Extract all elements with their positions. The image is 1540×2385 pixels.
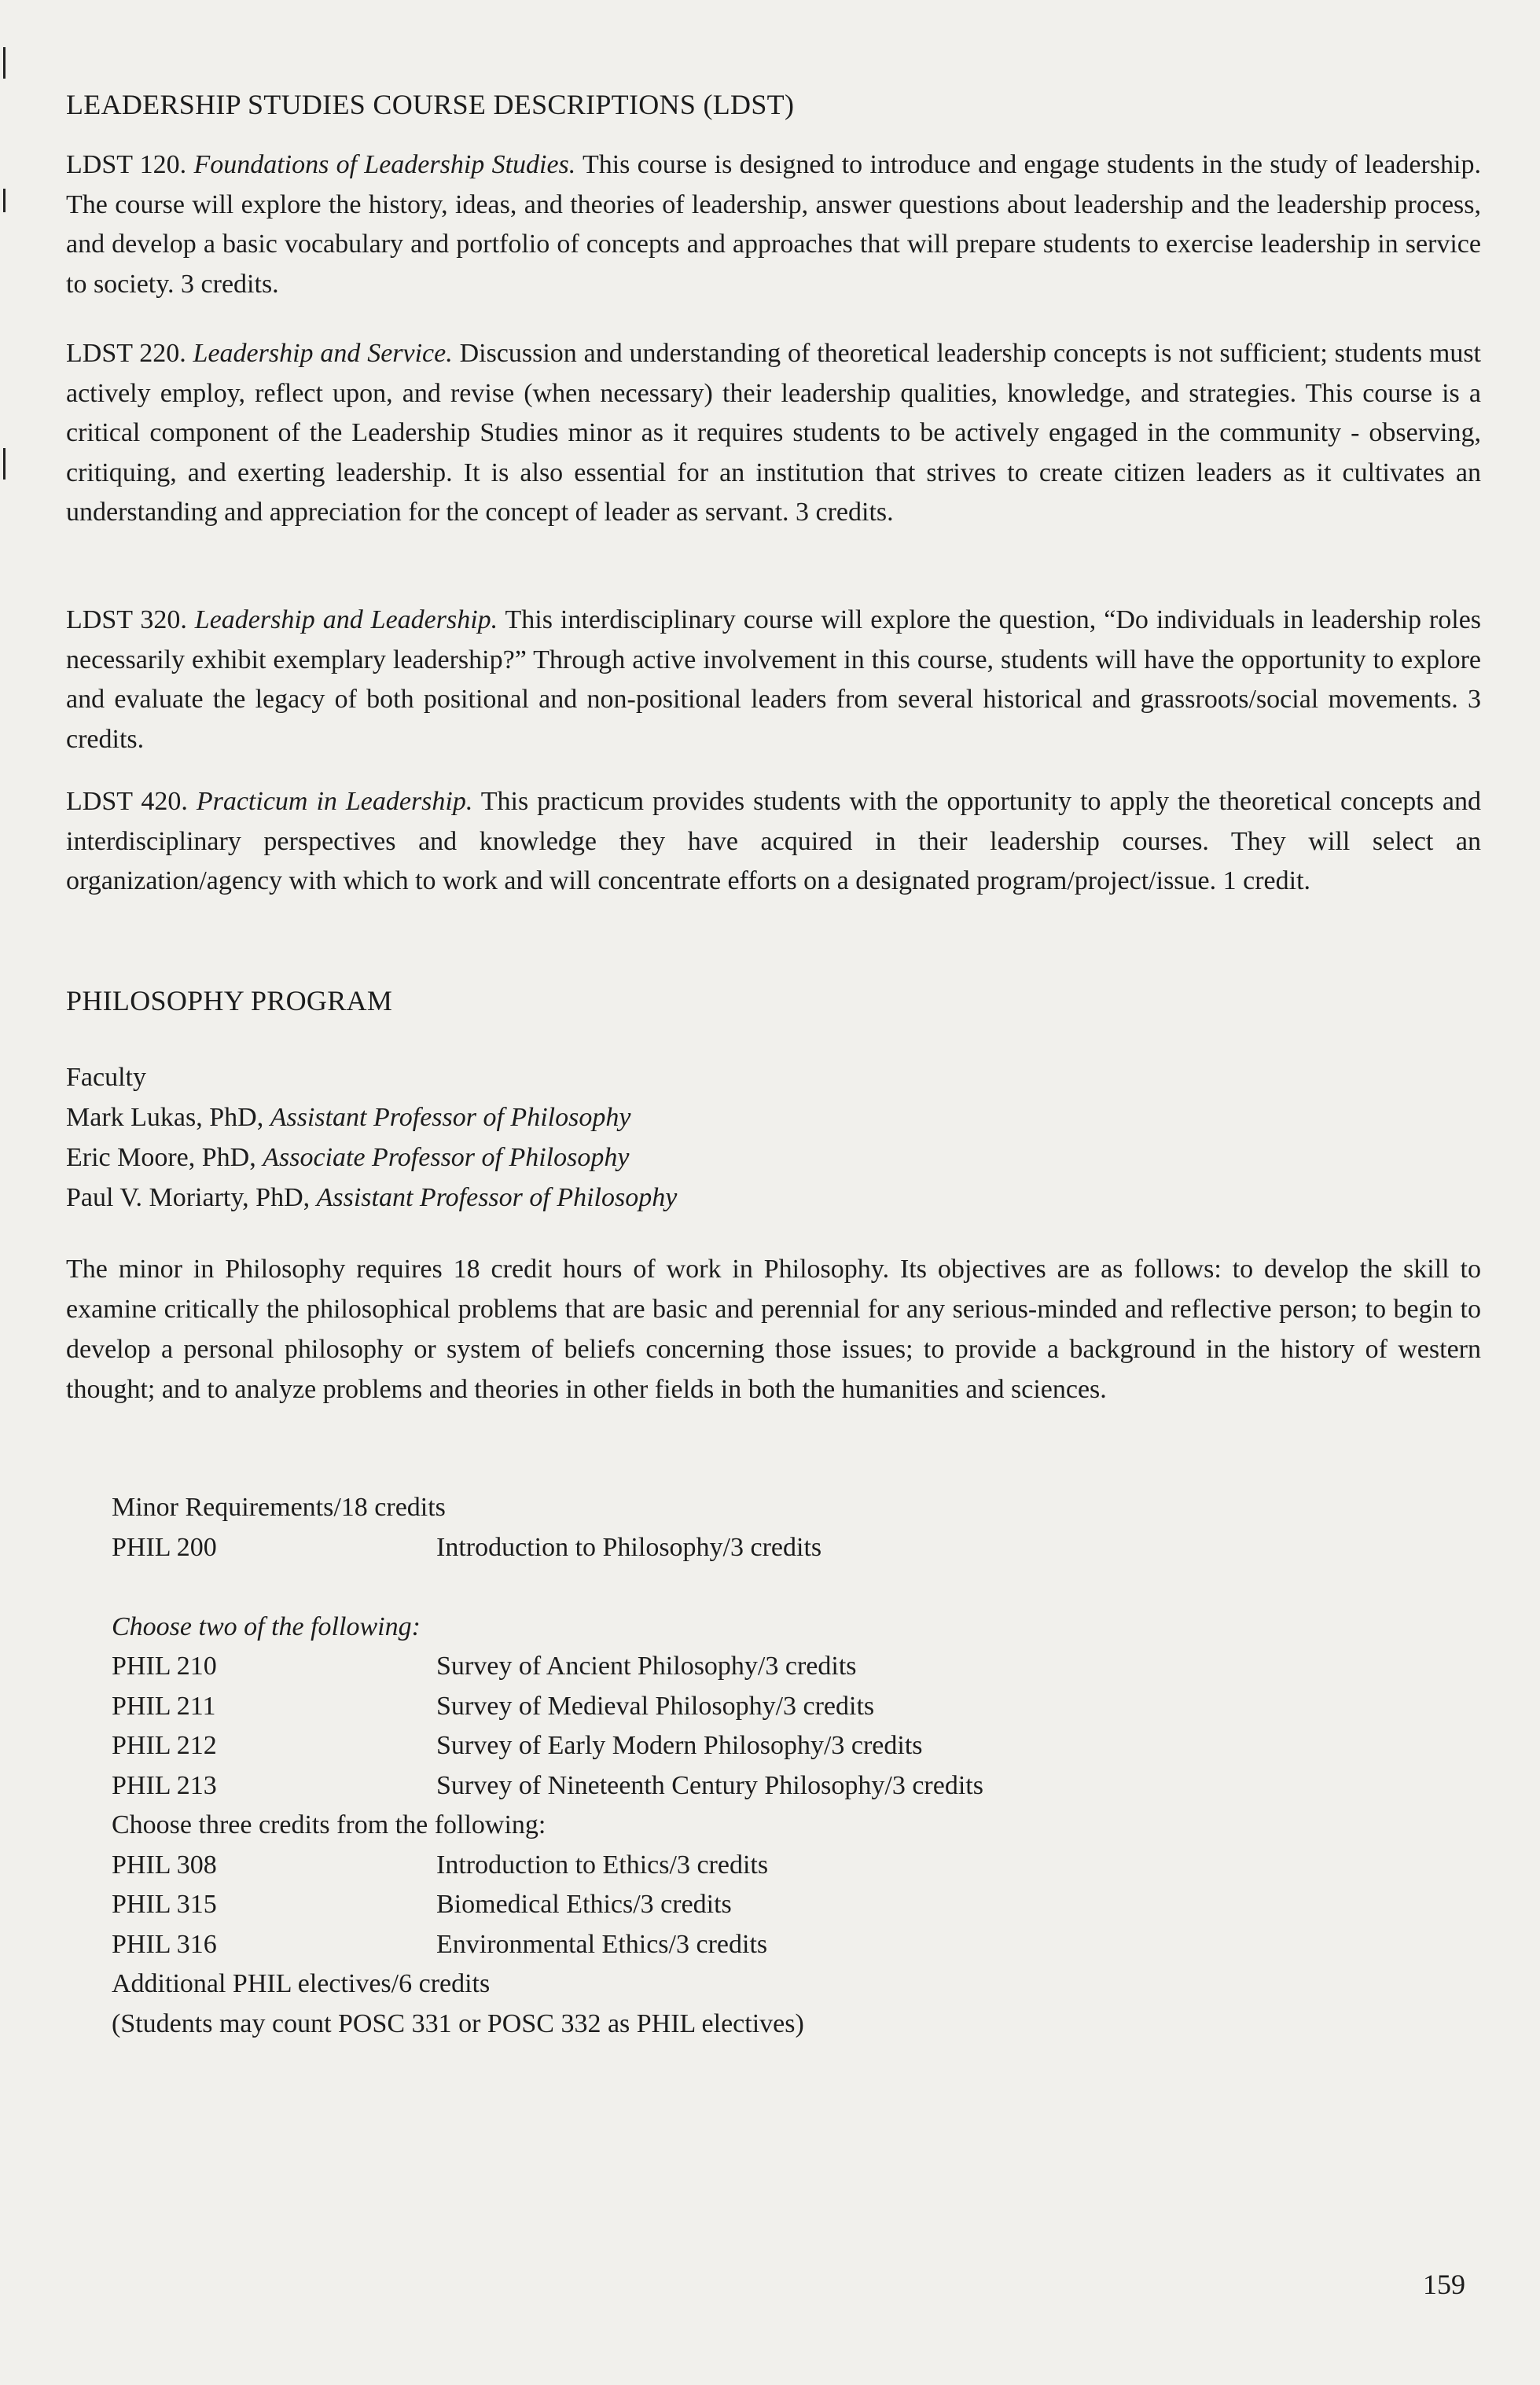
- course-entry: [66, 334, 1481, 533]
- course-code: PHIL 210: [112, 1652, 217, 1681]
- course-name: Environmental Ethics/3 credits: [436, 1929, 768, 1959]
- course-entry: [66, 782, 1481, 902]
- course-code: LDST 420.: [66, 787, 188, 816]
- margin-mark: [3, 448, 6, 480]
- document-page: [66, 0, 1481, 2385]
- course-code: PHIL 200: [112, 1532, 217, 1562]
- course-entry: [66, 601, 1481, 759]
- course-code: PHIL 316: [112, 1929, 217, 1959]
- course-code: PHIL 308: [112, 1850, 217, 1880]
- faculty-label: Faculty: [66, 1063, 146, 1092]
- faculty-member: [66, 1137, 677, 1178]
- faculty-member: [66, 1178, 677, 1218]
- program-title: PHILOSOPHY PROGRAM: [66, 985, 393, 1016]
- course-name: Survey of Ancient Philosophy/3 credits: [436, 1652, 857, 1681]
- page-number: 159: [1423, 2269, 1465, 2300]
- course-code: LDST 320.: [66, 605, 187, 634]
- course-code: LDST 120.: [66, 150, 187, 179]
- course-description: This practicum provides students with the opportunity to apply the theoretical concepts and interdisciplinary perspectives and knowledge they have acquired in their leadership courses. They will select an organization/agency with which to work and will concentrate efforts on a designated program/project/issue. 1 credit.: [66, 787, 1482, 895]
- course-title: Leadership and Leadership.: [194, 605, 498, 634]
- course-title: Leadership and Service.: [193, 339, 453, 368]
- course-title: Practicum in Leadership.: [196, 787, 473, 816]
- course-code: LDST 220.: [66, 339, 186, 368]
- course-title: Foundations of Leadership Studies.: [193, 150, 576, 179]
- faculty-role: Assistant Professor of Philosophy: [270, 1103, 631, 1132]
- course-name: Survey of Early Modern Philosophy/3 credits: [436, 1731, 923, 1760]
- course-name: Biomedical Ethics/3 credits: [436, 1890, 732, 1919]
- course-code: PHIL 211: [112, 1691, 216, 1721]
- course-description: Discussion and understanding of theoretical leadership concepts is not sufficient; students must actively employ, reflect upon, and revise (when necessary) their leadership qualities, knowledge, and strategies. This course is a critical component of the Leadership Studies minor as it requires students to be actively engaged in the community - observing, critiquing, and exerting leadership. It is also essential for an institution that strives to create citizen leaders as it cultivates an understanding and appreciation for the concept of leader as servant. 3 credits.: [66, 339, 1482, 527]
- faculty-role: Associate Professor of Philosophy: [263, 1143, 630, 1172]
- electives-text: Additional PHIL electives/6 credits: [112, 1969, 491, 1998]
- faculty-name: Eric Moore, PhD,: [66, 1143, 256, 1172]
- section-title: LEADERSHIP STUDIES COURSE DESCRIPTIONS (LDST): [66, 89, 795, 120]
- faculty-member: [66, 1097, 677, 1137]
- course-name: Introduction to Ethics/3 credits: [436, 1850, 769, 1880]
- choose-three-label: Choose three credits from the following:: [112, 1810, 546, 1839]
- faculty-list: [66, 1057, 677, 1218]
- course-description: This interdisciplinary course will explore the question, “Do individuals in leadership roles necessarily exhibit exemplary leadership?” Through active involvement in this course, students will have the opportunity to explore and evaluate the legacy of both positional and non-positional leaders from several historical and grassroots/social movements. 3 credits.: [66, 605, 1482, 754]
- choose-two-label: Choose two of the following:: [112, 1611, 421, 1641]
- requirements-header: Minor Requirements/18 credits: [112, 1493, 446, 1522]
- margin-mark: [3, 189, 6, 212]
- course-code: PHIL 213: [112, 1770, 217, 1800]
- course-name: Survey of Nineteenth Century Philosophy/3 credits: [436, 1770, 983, 1800]
- course-entry: [66, 145, 1481, 304]
- course-name: Introduction to Philosophy/3 credits: [436, 1532, 822, 1562]
- course-code: PHIL 212: [112, 1731, 217, 1760]
- course-code: PHIL 315: [112, 1890, 217, 1919]
- faculty-name: Mark Lukas, PhD,: [66, 1103, 264, 1132]
- course-name: Survey of Medieval Philosophy/3 credits: [436, 1691, 875, 1721]
- margin-mark: [3, 47, 6, 79]
- faculty-role: Assistant Professor of Philosophy: [316, 1183, 678, 1212]
- program-intro: The minor in Philosophy requires 18 credit hours of work in Philosophy. Its objectives are as follows: to develop the skill to examine critically the philosophical problems that are basic and perennial for any serious-minded and reflective person; to begin to develop a personal philosophy or system of beliefs concerning those issues; to provide a background in the history of western thought; and to analyze problems and theories in other fields in both the humanities and sciences.: [66, 1255, 1481, 1404]
- faculty-name: Paul V. Moriarty, PhD,: [66, 1183, 311, 1212]
- course-description: This course is designed to introduce and engage students in the study of leadership. The course will explore the history, ideas, and theories of leadership, answer questions about leadership and the leadership process, and develop a basic vocabulary and portfolio of concepts and approaches that will prepare students to exercise leadership in service to society. 3 credits.: [66, 150, 1482, 299]
- electives-note: (Students may count POSC 331 or POSC 332 as PHIL electives): [112, 2008, 804, 2038]
